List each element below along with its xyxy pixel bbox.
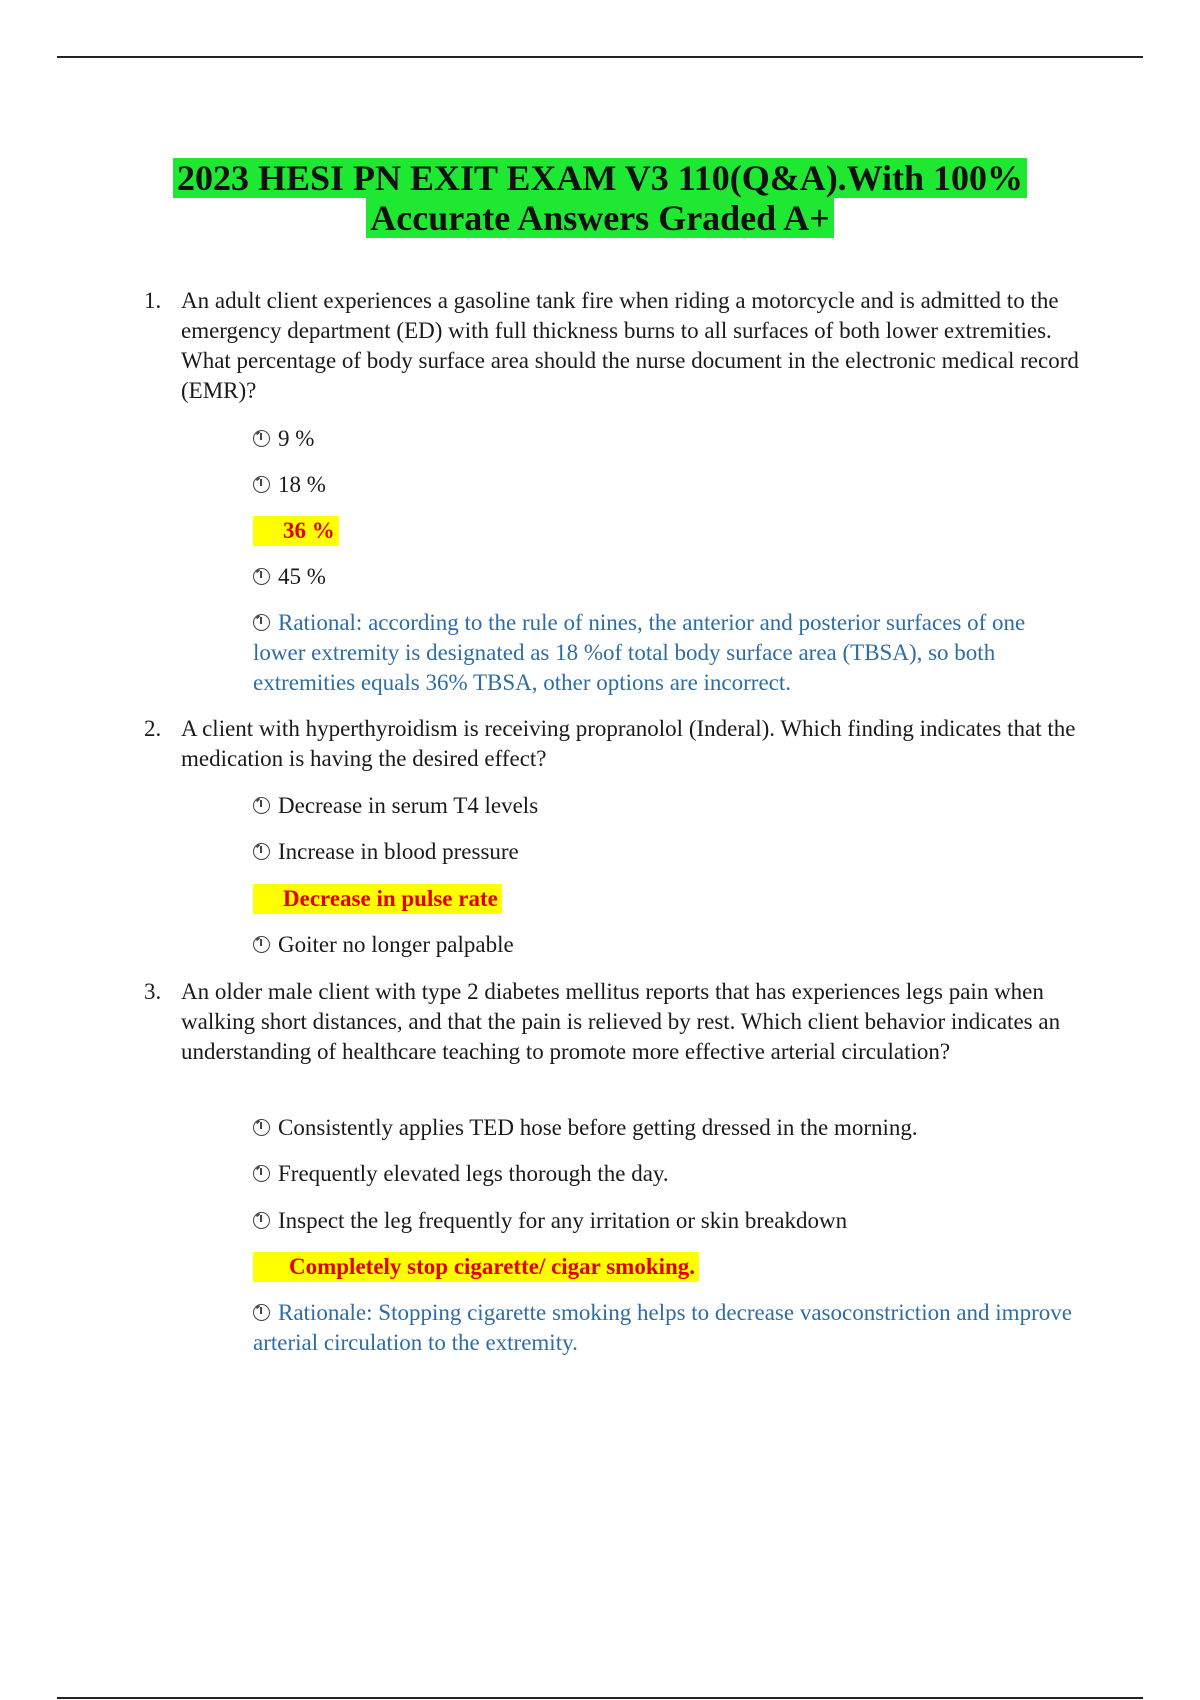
clock-bullet-icon [253, 568, 270, 585]
answer-1-highlight: 36 % [253, 516, 339, 546]
clock-bullet-icon [253, 797, 270, 814]
question-2 [144, 714, 1084, 774]
option-3b: Frequently elevated legs thorough the day. [253, 1159, 669, 1189]
title-line-2: Accurate Answers Graded A+ [366, 198, 833, 238]
option-3c: Inspect the leg frequently for any irritation or skin breakdown [253, 1206, 847, 1236]
rationale-3 [253, 1298, 1083, 1358]
option-1b: 18 % [253, 470, 326, 500]
option-3a: Consistently applies TED hose before getting dressed in the morning. [253, 1113, 918, 1143]
question-number: 3. [144, 979, 162, 1004]
option-2b: Increase in blood pressure [253, 837, 519, 867]
document-title [0, 158, 1200, 238]
clock-bullet-icon [253, 1212, 270, 1229]
header-rule [57, 56, 1143, 58]
answer-3-highlight: Completely stop cigarette/ cigar smoking. [253, 1252, 699, 1282]
option-1a: 9 % [253, 424, 314, 454]
clock-bullet-icon [253, 936, 270, 953]
footer-rule [57, 1697, 1143, 1699]
clock-bullet-icon [253, 1304, 270, 1321]
question-number: 2. [144, 716, 162, 741]
rationale-text: Rationale: Stopping cigarette smoking helps to decrease vasoconstriction and improve arterial circulation to the extremity. [253, 1300, 1072, 1355]
rationale-1 [253, 608, 1083, 698]
question-text: An adult client experiences a gasoline tank fire when riding a motorcycle and is admitted to the emergency department (ED) with full thickness burns to all surfaces of both lower extremities. What percentage of body surface area should the nurse document in the electronic medical record (EMR)? [181, 288, 1079, 403]
option-2a: Decrease in serum T4 levels [253, 791, 538, 821]
question-3 [144, 977, 1084, 1067]
clock-bullet-icon [253, 843, 270, 860]
clock-bullet-icon [253, 430, 270, 447]
clock-bullet-icon [253, 614, 270, 631]
question-1 [144, 286, 1084, 406]
answer-2-highlight: Decrease in pulse rate [253, 884, 502, 914]
question-text: An older male client with type 2 diabetes mellitus reports that has experiences legs pain when walking short distances, and that the pain is relieved by rest. Which client behavior indicates an understanding of healthcare teaching to promote more effective arterial circulation? [181, 979, 1061, 1064]
clock-bullet-icon [253, 1119, 270, 1136]
question-number: 1. [144, 288, 162, 313]
clock-bullet-icon [253, 476, 270, 493]
clock-bullet-icon [253, 1165, 270, 1182]
rationale-text: Rational: according to the rule of nines, the anterior and posterior surfaces of one lower extremity is designated as 18 %of total body surface area (TBSA), so both extremities equals 36% TBSA, other options are incorrect. [253, 610, 1026, 695]
option-2d: Goiter no longer palpable [253, 930, 514, 960]
option-1d: 45 % [253, 562, 326, 592]
question-text: A client with hyperthyroidism is receiving propranolol (Inderal). Which finding indicates that the medication is having the desired effect? [181, 716, 1076, 771]
title-line-1: 2023 HESI PN EXIT EXAM V3 110(Q&A).With 100% [173, 158, 1027, 198]
